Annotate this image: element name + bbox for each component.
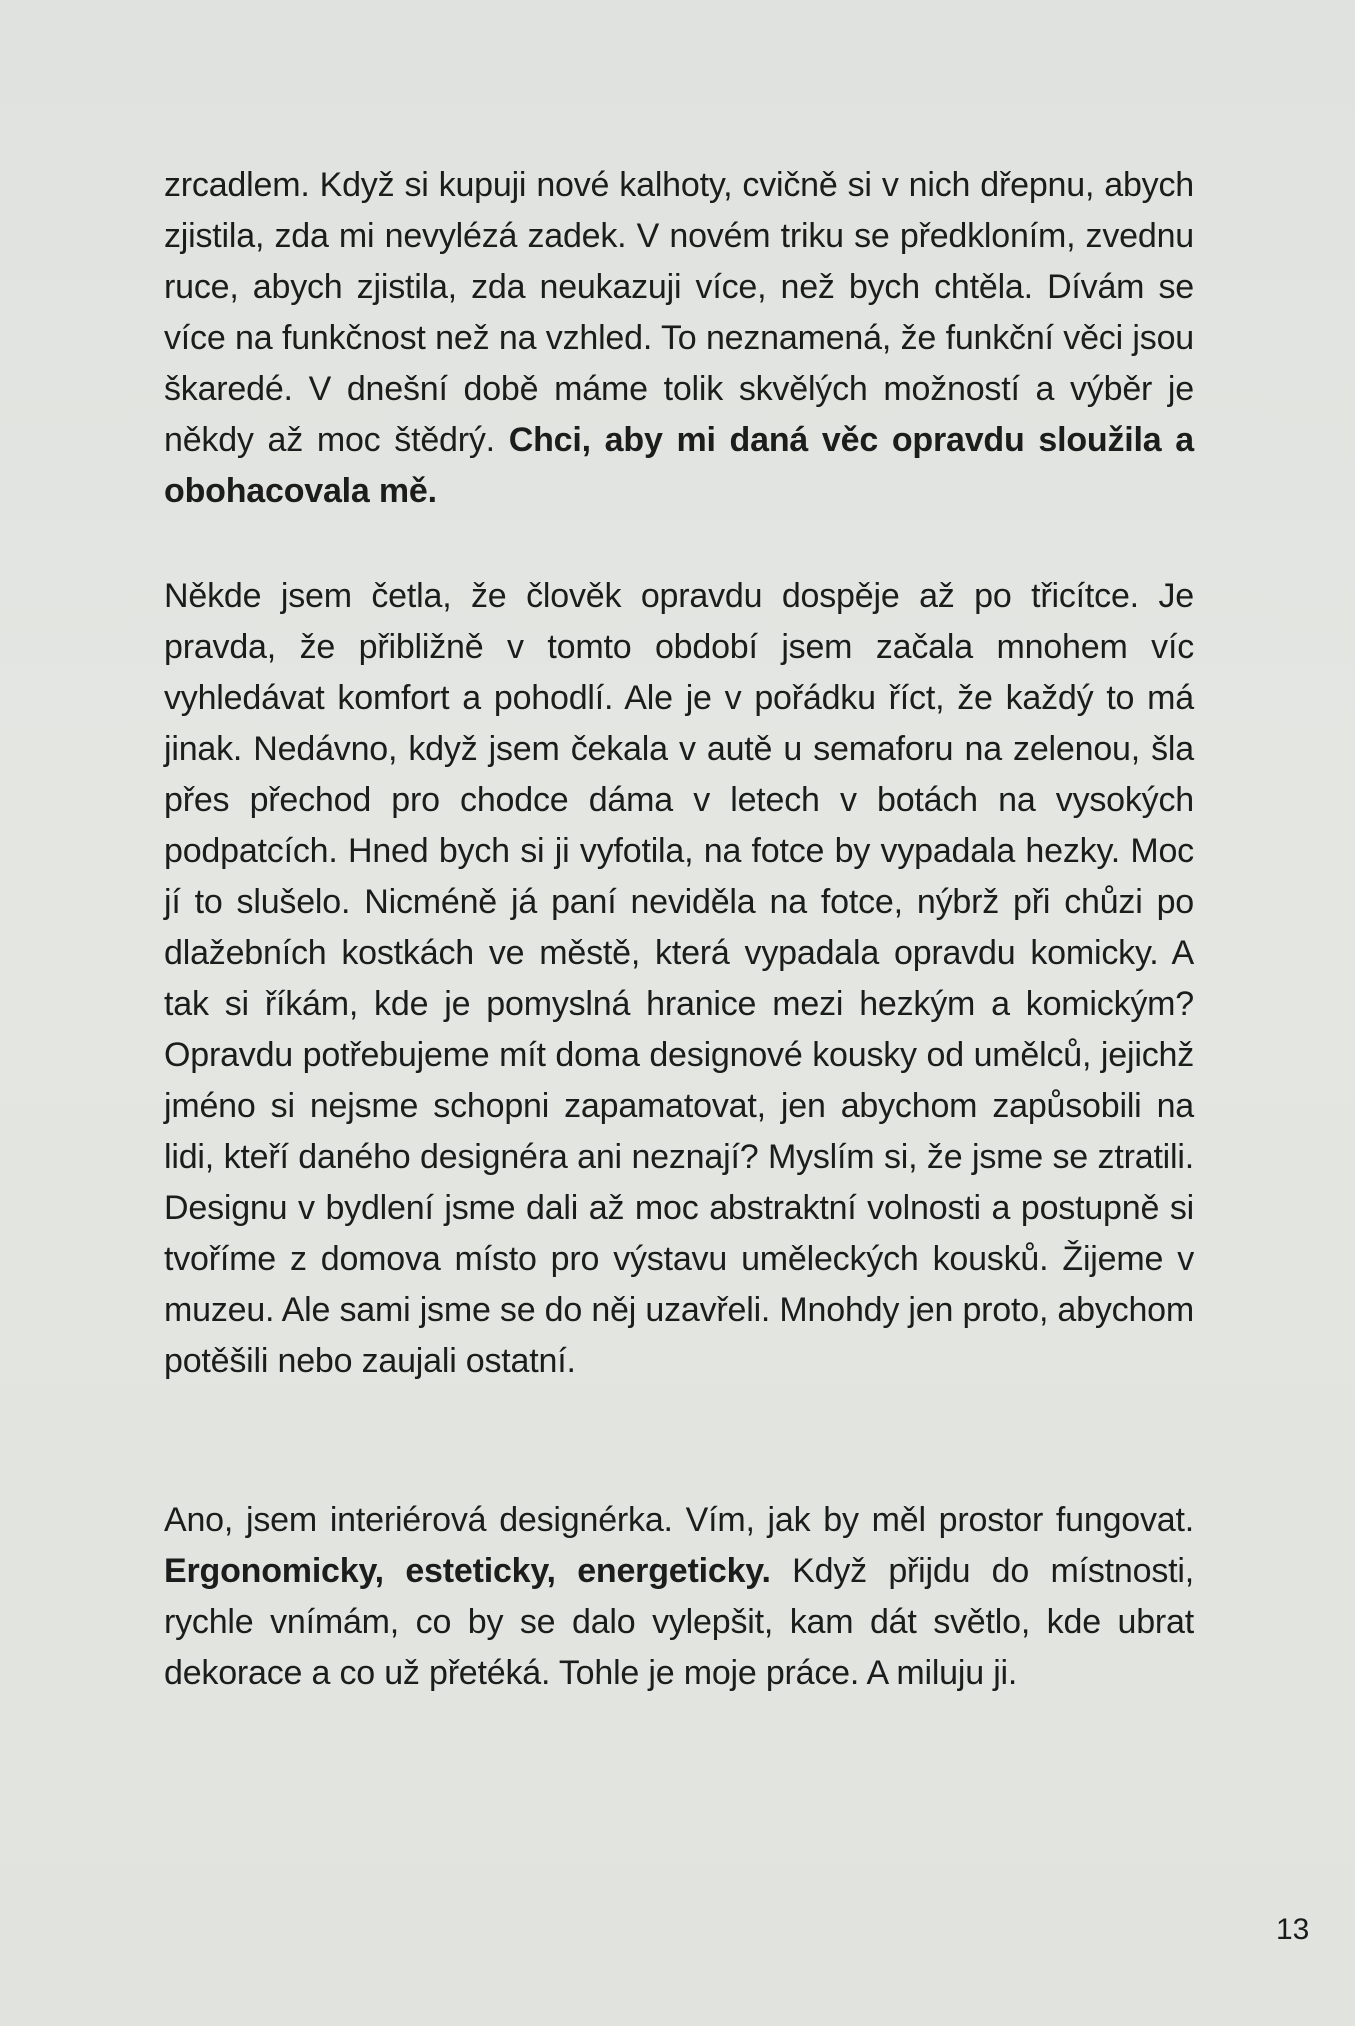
- paragraph-3-bold-text: Ergonomicky, esteticky, energeticky.: [164, 1552, 771, 1590]
- paragraph-3-text-end: Když přijdu do místnosti, rychle vnímám, co by se dalo vylepšit, kam dát světlo, kde ubrat dekorace a co už přetéká. Tohle je moje práce. A miluju ji.: [164, 1552, 1194, 1692]
- page-number: 13: [1276, 1913, 1310, 1946]
- paragraph-1-bold-text: Chci, aby mi daná věc opravdu sloužila a obohacovala mě.: [164, 421, 1194, 510]
- paragraph-3: [164, 1495, 1194, 1699]
- paragraph-1: [164, 160, 1194, 517]
- paragraph-2-text: Někde jsem četla, že člověk opravdu dospěje až po třicítce. Je pravda, že přibližně v tomto období jsem začala mnohem víc vyhledávat komfort a pohodlí. Ale je v pořádku říct, že každý to má jinak. Nedávno, když jsem čekala v autě u semaforu na zelenou, šla přes přechod pro chodce dáma v letech v botách na vysokých podpatcích. Hned bych si ji vyfotila, na fotce by vypadala hezky. Moc jí to slušelo. Nicméně já paní neviděla na fotce, nýbrž při chůzi po dlažebních kostkách ve městě, která vypadala opravdu komicky. A tak si říkám, kde je pomyslná hranice mezi hezkým a komickým? Opravdu potřebujeme mít doma designové kousky od umělců, jejichž jméno si nejsme schopni zapamatovat, jen abychom zapůsobili na lidi, kteří daného designéra ani neznají? Myslím si, že jsme se ztratili. Designu v bydlení jsme dali až moc abstraktní volnosti a postupně si tvoříme z domova místo pro výstavu uměleckých kousků. Žijeme v muzeu. Ale sami jsme se do něj uzavřeli. Mnohdy jen proto, abychom potěšili nebo zaujali ostatní.: [164, 577, 1194, 1380]
- paragraph-2: [164, 571, 1194, 1387]
- paragraph-1-text: zrcadlem. Když si kupuji nové kalhoty, cvičně si v nich dřepnu, abych zjistila, zda mi nevylézá zadek. V novém triku se předkloním, zvednu ruce, abych zjistila, zda neukazuji více, než bych chtěla. Dívám se více na funkčnost než na vzhled. To neznamená, že funkční věci jsou škaredé. V dnešní době máme tolik skvělých možností a výběr je někdy až moc štědrý.: [164, 166, 1194, 459]
- paragraph-3-text-start: Ano, jsem interiérová designérka. Vím, jak by měl prostor fungovat.: [164, 1501, 1194, 1539]
